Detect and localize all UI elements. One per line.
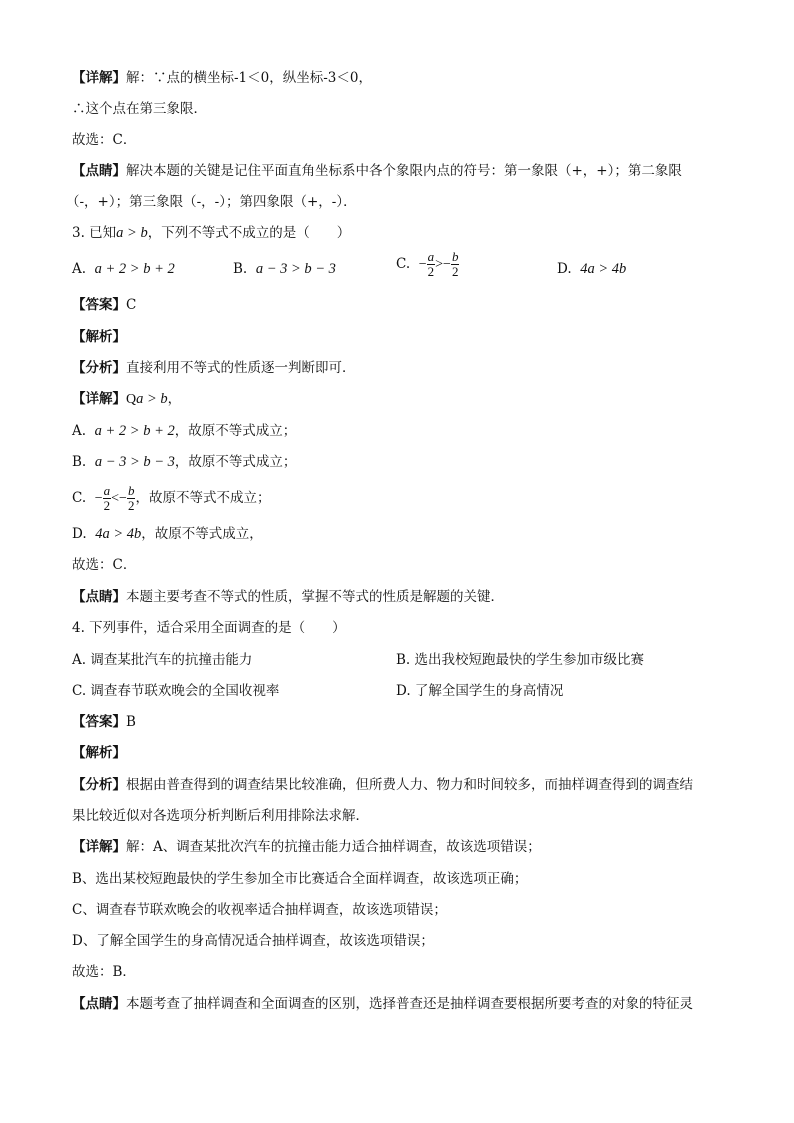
q2-comment-text1: 解决本题的关键是记住平面直角坐标系中各个象限内点的符号：第一象限（+，+）；第二象限 <box>126 163 682 179</box>
q3-analysis <box>72 327 126 347</box>
q2-comment-line1 <box>72 161 682 181</box>
q3-option-a <box>72 259 175 279</box>
q3-comment: 【点睛】本题主要考查不等式的性质，掌握不等式的性质是解题的关键． <box>72 589 504 605</box>
q4-stem: 4. 下列事件，适合采用全面调查的是（ ） <box>72 620 346 636</box>
q3-stem-suffix: ，下列不等式不成立的是（ ） <box>147 225 351 241</box>
answer-tag: 【答案】 <box>72 297 126 313</box>
comment-tag: 【点睛】 <box>72 589 126 605</box>
option-math: 4a > 4b <box>580 261 627 277</box>
q2-choose: 故选：C． <box>72 132 137 148</box>
q3-stem <box>72 223 350 243</box>
fraction: $\frac{b}{2}$ <box>451 249 459 279</box>
analysis-tag: 【解析】 <box>72 745 126 761</box>
option-math: a + 2 > b + 2 <box>94 261 175 277</box>
q3-choose: 故选：C． <box>72 557 137 573</box>
fenxi-text: 直接利用不等式的性质逐一判断即可． <box>126 360 356 376</box>
q4-fenxi-line1: 【分析】根据由普查得到的调查结果比较准确，但所费人力、物力和时间较多，而抽样调查得到的调查结 <box>72 777 693 793</box>
q2-comment-line2: （-，+）；第三象限（-，-）；第四象限（+，-）． <box>66 194 357 210</box>
fenxi-tag: 【分析】 <box>72 360 126 376</box>
q3-detail-d: D. 4a > 4b，故原不等式成立， <box>72 526 263 542</box>
q4-option-a: A. 调查某批汽车的抗撞击能力 <box>72 652 253 668</box>
q3-detail-b: B. a − 3 > b − 3，故原不等式成立； <box>72 454 297 470</box>
q4-comment: 【点睛】本题考查了抽样调查和全面调查的区别，选择普查还是抽样调查要根据所要考查的对象的特征灵 <box>72 996 693 1012</box>
q4-answer: 【答案】B <box>72 714 136 730</box>
answer-text: C <box>126 297 137 313</box>
q4-detail-d: D、了解全国学生的身高情况适合抽样调查，故该选项错误； <box>72 933 434 949</box>
q3-detail-c: C. − $\frac{a}{2}$ <− $\frac{b}{2}$ ，故原不等式不成立； <box>72 483 271 513</box>
detail-tag: 【详解】 <box>72 839 126 855</box>
q3-option-d <box>557 259 626 279</box>
option-label: D. <box>557 261 572 277</box>
q2-detail-line <box>72 68 372 88</box>
fenxi-tag: 【分析】 <box>72 777 126 793</box>
q4-option-c: C. 调查春节联欢晚会的全国收视率 <box>72 683 280 699</box>
answer-tag: 【答案】 <box>72 714 126 730</box>
q4-detail-b: B、选出某校短跑最快的学生参加全市比赛适合全面样调查，故该选项正确； <box>72 871 528 887</box>
detail-tag: 【详解】 <box>72 391 126 407</box>
fraction: $\frac{a}{2}$ <box>103 483 111 513</box>
q3-option-c: C. − $\frac{a}{2}$ >− $\frac{b}{2}$ <box>396 249 459 279</box>
detail-tag: 【详解】 <box>72 70 126 86</box>
option-label: B. <box>233 261 248 277</box>
analysis-tag: 【解析】 <box>72 329 126 345</box>
q3-fenxi <box>72 358 356 378</box>
q4-fenxi-line2: 果比较近似对各选项分析判断后利用排除法求解． <box>72 808 369 824</box>
q4-detail: 【详解】解：A、调查某批次汽车的抗撞击能力适合抽样调查，故该选项错误； <box>72 839 541 855</box>
q3-answer <box>72 295 136 315</box>
fraction: $\frac{a}{2}$ <box>427 249 435 279</box>
q4-option-d: D. 了解全国学生的身高情况 <box>396 683 564 699</box>
q4-detail-c: C、调查春节联欢晚会的收视率适合抽样调查，故该选项错误； <box>72 902 447 918</box>
q3-stem-math: a > b <box>116 225 148 241</box>
comment-tag: 【点睛】 <box>72 996 126 1012</box>
option-label: C. <box>396 256 411 272</box>
q3-stem-prefix: 3. 已知 <box>72 225 117 241</box>
comment-tag: 【点睛】 <box>72 163 126 179</box>
fraction: $\frac{b}{2}$ <box>127 483 135 513</box>
q4-option-b: B. 选出我校短跑最快的学生参加市级比赛 <box>396 652 645 668</box>
q3-detail-a: A. a + 2 > b + 2，故原不等式成立； <box>72 423 297 439</box>
q3-detail: 【详解】Qa > b， <box>72 391 182 407</box>
q4-analysis <box>72 743 126 763</box>
q2-detail-text: 解：∵点的横坐标-1＜0，纵坐标-3＜0， <box>126 70 372 86</box>
q3-option-b <box>233 259 336 279</box>
q4-choose: 故选：B． <box>72 964 136 980</box>
q2-conclusion: ∴这个点在第三象限． <box>72 101 207 117</box>
option-label: A. <box>72 261 87 277</box>
option-math: a − 3 > b − 3 <box>255 261 336 277</box>
